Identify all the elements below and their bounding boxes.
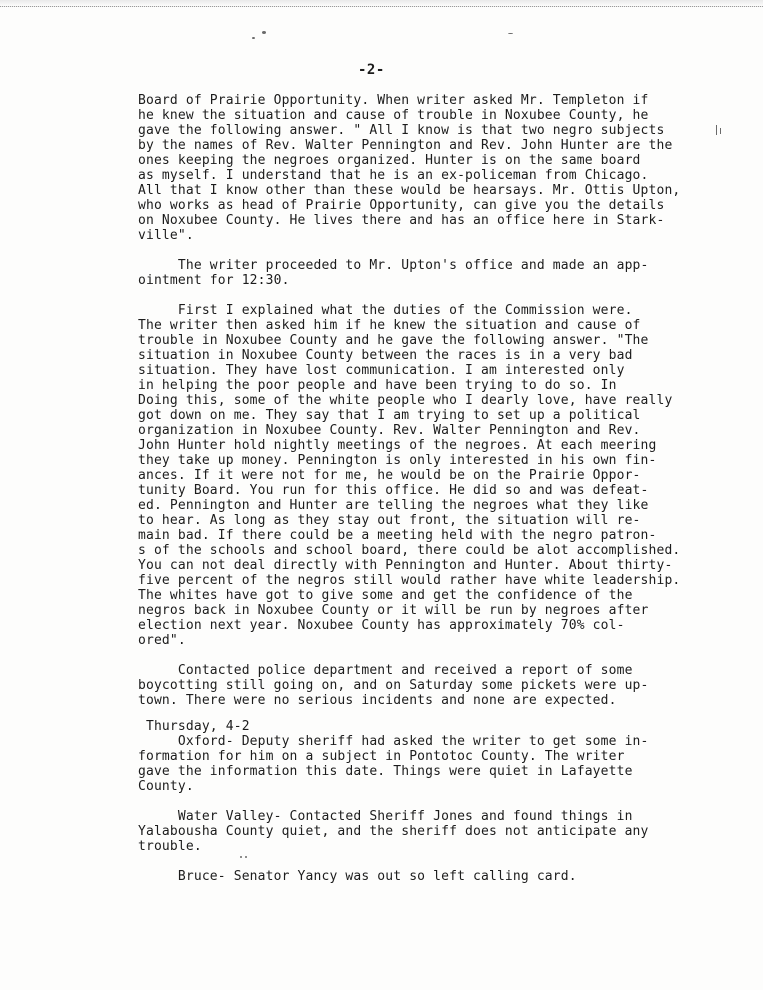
page-top-edge	[0, 0, 763, 7]
text-line: Yalabousha County quiet, and the sheriff does not anticipate any	[138, 824, 649, 839]
scan-speck	[262, 31, 266, 34]
text-line: main bad. If there could be a meeting held with the negro patron-	[138, 528, 657, 543]
text-line: s of the schools and school board, there could be alot accomplished.	[138, 543, 681, 558]
text-line: ville".	[138, 228, 194, 243]
text-line: You can not deal directly with Pennington and Hunter. About thirty-	[138, 558, 673, 573]
text-line: The whites have got to give some and get the confidence of the	[138, 588, 633, 603]
text-line: they take up money. Pennington is only interested in his own fin-	[138, 453, 657, 468]
text-line: All that I know other than these would be hearsays. Mr. Ottis Upton,	[138, 183, 681, 198]
text-line: got down on me. They say that I am trying to set up a political	[138, 408, 641, 423]
text-line: five percent of the negros still would rather have white leadership.	[138, 573, 681, 588]
text-line: ointment for 12:30.	[138, 273, 290, 288]
scan-speck	[508, 33, 513, 34]
text-line: Oxford- Deputy sheriff had asked the writer to get some in-	[138, 734, 649, 749]
text-line: ances. If it were not for me, he would be on the Prairie Oppor-	[138, 468, 641, 483]
text-line: trouble.	[138, 839, 202, 854]
paragraph	[138, 869, 658, 884]
text-line: as myself. I understand that he is an ex-policeman from Chicago.	[138, 168, 649, 183]
text-line: Thursday, 4-2	[138, 719, 250, 734]
paragraph	[138, 663, 658, 708]
paragraph	[138, 258, 658, 288]
text-line: tunity Board. You run for this office. He did so and was defeat-	[138, 483, 649, 498]
paragraph-gap	[138, 854, 658, 869]
text-line: situation in Noxubee County between the races is in a very bad	[138, 348, 633, 363]
text-line: he knew the situation and cause of trouble in Noxubee County, he	[138, 108, 649, 123]
text-line: The writer then asked him if he knew the situation and cause of	[138, 318, 641, 333]
document-body	[138, 93, 681, 884]
text-line: by the names of Rev. Walter Pennington and Rev. John Hunter are the	[138, 138, 673, 153]
text-line: John Hunter hold nightly meetings of the negroes. At each meering	[138, 438, 657, 453]
text-line: Bruce- Senator Yancy was out so left calling card.	[138, 869, 577, 884]
paragraph-gap	[138, 794, 658, 809]
scan-speck	[720, 128, 721, 134]
text-line: Water Valley- Contacted Sheriff Jones and found things in	[138, 809, 633, 824]
text-line: gave the following answer. " All I know is that two negro subjects	[138, 123, 665, 138]
text-line: ed. Pennington and Hunter are telling the negroes what they like	[138, 498, 649, 513]
paragraph-gap	[138, 648, 658, 663]
text-line: boycotting still going on, and on Saturday some pickets were up-	[138, 678, 649, 693]
text-line: in helping the poor people and have been trying to do so. In	[138, 378, 617, 393]
text-line: ored".	[138, 633, 186, 648]
text-line: negros back in Noxubee County or it will be run by negroes after	[138, 603, 649, 618]
text-line: election next year. Noxubee County has approximately 70% col-	[138, 618, 625, 633]
text-line: town. There were no serious incidents and none are expected.	[138, 693, 617, 708]
text-line: situation. They have lost communication. I am interested only	[138, 363, 625, 378]
paragraph-gap	[138, 288, 658, 303]
text-line: on Noxubee County. He lives there and has an office here in Stark-	[138, 213, 665, 228]
text-line: Board of Prairie Opportunity. When writer asked Mr. Templeton if	[138, 93, 649, 108]
text-line: gave the information this date. Things were quiet in Lafayette	[138, 764, 633, 779]
paragraph	[138, 719, 658, 794]
text-line: who works as head of Prairie Opportunity, can give you the details	[138, 198, 665, 213]
text-line: formation for him on a subject in Pontotoc County. The writer	[138, 749, 625, 764]
scan-speck	[252, 37, 255, 39]
text-line: organization in Noxubee County. Rev. Walter Pennington and Rev.	[138, 423, 641, 438]
text-line: Contacted police department and received a report of some	[138, 663, 633, 678]
scan-speck	[716, 125, 717, 135]
text-line: to hear. As long as they stay out front, the situation will re-	[138, 513, 641, 528]
text-line: trouble in Noxubee County and he gave the following answer. "The	[138, 333, 649, 348]
paragraph-gap	[138, 243, 658, 258]
paragraph-gap	[138, 708, 658, 719]
text-line: ones keeping the negroes organized. Hunter is on the same board	[138, 153, 641, 168]
text-line: First I explained what the duties of the Commission were.	[138, 303, 633, 318]
text-line: Doing this, some of the white people who I dearly love, have really	[138, 393, 673, 408]
text-line: County.	[138, 779, 194, 794]
paragraph	[138, 303, 681, 648]
page-number: -2-	[358, 62, 385, 78]
paragraph	[138, 809, 658, 854]
text-line: The writer proceeded to Mr. Upton's office and made an app-	[138, 258, 649, 273]
paragraph	[138, 93, 681, 243]
